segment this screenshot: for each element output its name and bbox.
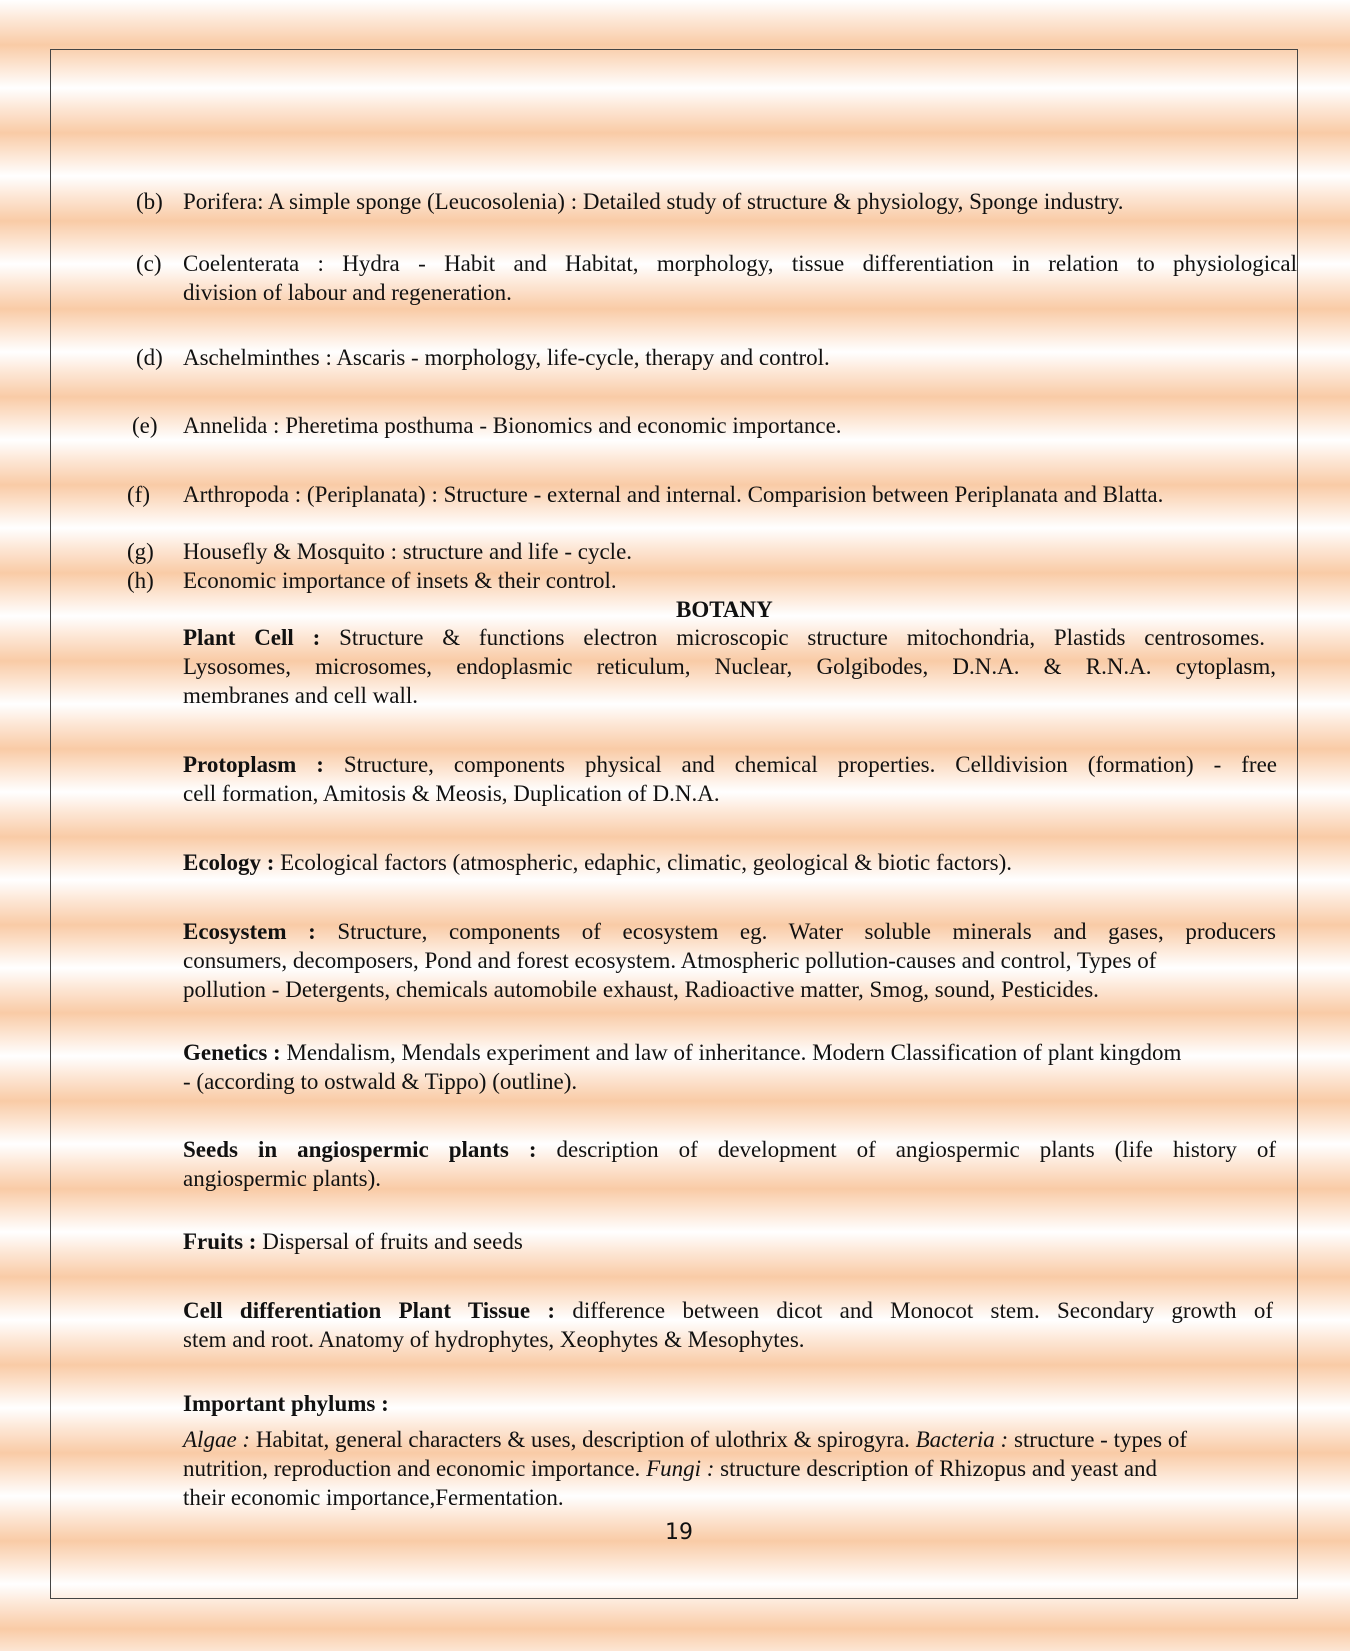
- item-label-f: (f): [127, 482, 150, 507]
- protoplasm-term: Protoplasm :: [183, 752, 324, 777]
- plant-cell-line3: membranes and cell wall.: [183, 683, 419, 708]
- page-number: 19: [665, 1520, 693, 1545]
- item-label-g: (g): [127, 539, 154, 564]
- ecosystem-text: Structure, components of ecosystem eg. Water soluble minerals and gases, producers: [337, 919, 1277, 944]
- item-label-e: (e): [132, 413, 158, 438]
- ecosystem-term: Ecosystem :: [183, 919, 316, 944]
- bacteria-text: structure - types of: [1013, 1427, 1188, 1452]
- plant-cell-line2: Lysosomes, microsomes, endoplasmic reticulum, Nuclear, Golgibodes, D.N.A. & R.N.A. cytoplasm,: [183, 654, 1276, 679]
- item-label-h: (h): [127, 568, 154, 593]
- phylums-line2: [183, 1454, 1157, 1483]
- ecology-line1: [183, 848, 1012, 877]
- genetics-term: Genetics :: [183, 1040, 281, 1065]
- protoplasm-line1: [183, 750, 1277, 779]
- phylums-line1: [183, 1425, 1187, 1454]
- item-text-housefly: Housefly & Mosquito : structure and life - cycle.: [183, 539, 633, 564]
- fruits-term: Fruits :: [183, 1229, 257, 1254]
- cell-diff-line1: [183, 1296, 1273, 1325]
- protoplasm-text: Structure, components physical and chemical properties. Celldivision (formation) - free: [343, 752, 1278, 777]
- bacteria-term: Bacteria :: [915, 1427, 1009, 1452]
- seeds-line2: angiospermic plants).: [183, 1166, 382, 1191]
- algae-term: Algae :: [183, 1427, 251, 1452]
- cell-diff-term: Cell differentiation Plant Tissue :: [183, 1298, 556, 1323]
- item-text-coelenterata-line1: Coelenterata : Hydra - Habit and Habitat, morphology, tissue differentiation in relation to physiological: [183, 251, 1297, 276]
- seeds-term: Seeds in angiospermic plants :: [183, 1137, 537, 1162]
- item-text-arthropoda: Arthropoda : (Periplanata) : Structure - external and internal. Comparision between Periplanata and Blatta.: [183, 482, 1164, 507]
- genetics-text: Mendalism, Mendals experiment and law of inheritance. Modern Classification of plant kingdom: [286, 1040, 1182, 1065]
- ecosystem-line3: pollution - Detergents, chemicals automobile exhaust, Radioactive matter, Smog, sound, Pesticides.: [183, 977, 1099, 1002]
- plant-cell-term: Plant Cell :: [183, 625, 321, 650]
- botany-heading: BOTANY: [676, 597, 773, 622]
- item-text-porifera: Porifera: A simple sponge (Leucosolenia) : Detailed study of structure & physiology, Sponge industry.: [183, 189, 1124, 214]
- phylums-line3: their economic importance,Fermentation.: [183, 1485, 564, 1510]
- item-label-c: (c): [136, 251, 162, 276]
- algae-text: Habitat, general characters & uses, description of ulothrix & spirogyra.: [255, 1427, 910, 1452]
- item-label-d: (d): [136, 345, 163, 370]
- ecology-term: Ecology :: [183, 850, 275, 875]
- fungi-text: structure description of Rhizopus and yeast and: [720, 1456, 1158, 1481]
- item-text-annelida: Annelida : Pheretima posthuma - Bionomics and economic importance.: [183, 413, 842, 438]
- ecology-text: Ecological factors (atmospheric, edaphic, climatic, geological & biotic factors).: [280, 850, 1012, 875]
- cell-diff-line2: stem and root. Anatomy of hydrophytes, Xeophytes & Mesophytes.: [183, 1327, 805, 1352]
- fruits-line1: [183, 1227, 523, 1256]
- ecosystem-line2: consumers, decomposers, Pond and forest ecosystem. Atmospheric pollution-causes and control, Types of: [183, 948, 1157, 973]
- bacteria-text-cont: nutrition, reproduction and economic importance.: [183, 1456, 641, 1481]
- protoplasm-line2: cell formation, Amitosis & Meosis, Duplication of D.N.A.: [183, 781, 720, 806]
- fungi-term: Fungi :: [646, 1456, 715, 1481]
- seeds-text: description of development of angiospermic plants (life history of: [556, 1137, 1276, 1162]
- item-text-coelenterata-line2: division of labour and regeneration.: [183, 280, 512, 305]
- item-text-insects: Economic importance of insets & their control.: [183, 568, 617, 593]
- seeds-line1: [183, 1135, 1276, 1164]
- item-label-b: (b): [136, 189, 163, 214]
- fruits-text: Dispersal of fruits and seeds: [262, 1229, 523, 1254]
- plant-cell-line1: [183, 623, 1265, 652]
- cell-diff-text: difference between dicot and Monocot stem. Secondary growth of: [572, 1298, 1274, 1323]
- genetics-line1: [183, 1038, 1181, 1067]
- ecosystem-line1: [183, 917, 1276, 946]
- phylums-heading: Important phylums :: [183, 1391, 389, 1416]
- plant-cell-text: Structure & functions electron microscopic structure mitochondria, Plastids centrosomes.: [339, 625, 1265, 650]
- item-text-aschelminthes: Aschelminthes : Ascaris - morphology, life-cycle, therapy and control.: [183, 345, 830, 370]
- genetics-line2: - (according to ostwald & Tippo) (outline).: [183, 1069, 578, 1094]
